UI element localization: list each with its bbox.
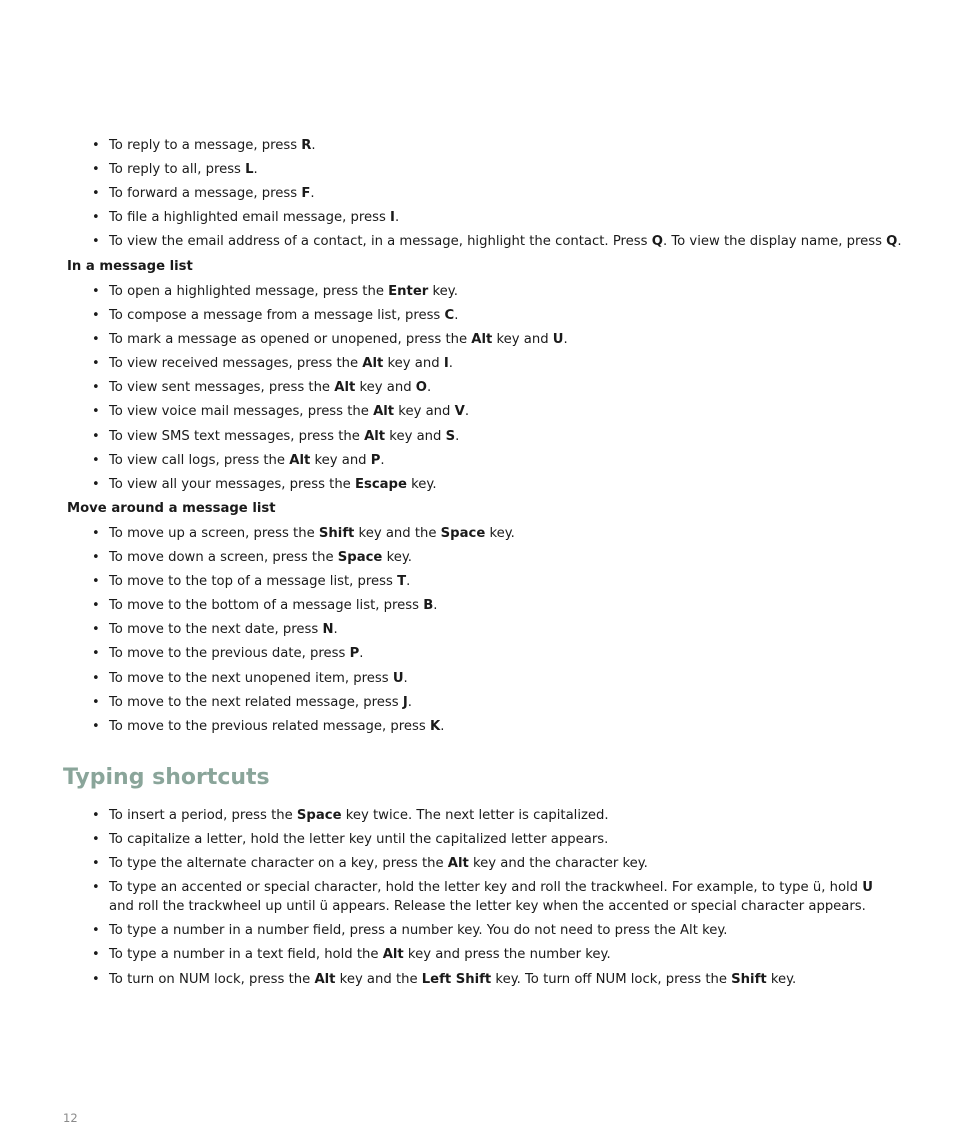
page-number: 12: [63, 1111, 78, 1125]
move-around-shortcuts-list: [62, 524, 515, 736]
list-item: [62, 572, 515, 591]
list-item: [62, 208, 902, 227]
item-text: .: [403, 670, 408, 686]
item-text: To view all your messages, press the: [109, 476, 355, 492]
item-text: .: [394, 210, 400, 226]
move-around-block: [62, 524, 515, 741]
item-text: key and: [492, 332, 553, 348]
key-name: L: [245, 162, 254, 178]
item-text: . To view the display name, press: [662, 234, 887, 250]
item-text: To move to the next unopened item, press: [109, 670, 393, 686]
key-name: B: [423, 598, 434, 614]
list-item: [62, 945, 879, 964]
item-text: To type a number in a number field, press a number key. You do not need to press the Alt key.: [109, 923, 728, 939]
key-name: O: [415, 380, 427, 396]
item-text: To move up a screen, press the: [109, 526, 319, 541]
item-text: .: [464, 404, 470, 420]
item-text: To view sent messages, press the: [109, 380, 335, 396]
key-name: Space: [440, 526, 486, 541]
item-text: To move to the previous date, press: [109, 646, 350, 662]
key-name: Shift: [731, 971, 767, 987]
item-text: To mark a message as opened or unopened, press the: [109, 332, 472, 348]
item-text: To view SMS text messages, press the: [109, 428, 365, 444]
section-title-typing-shortcuts: Typing shortcuts: [63, 765, 270, 790]
item-text: key and press the number key.: [403, 947, 611, 963]
item-text: .: [897, 234, 902, 250]
key-name: Alt: [382, 947, 404, 963]
list-item: [62, 306, 568, 325]
key-name: P: [349, 646, 360, 662]
key-name: T: [397, 574, 407, 590]
item-text: key. To turn off NUM lock, press the: [491, 971, 732, 987]
key-name: Alt: [373, 404, 395, 420]
item-text: To move to the previous related message, press: [109, 718, 430, 734]
list-item: [62, 806, 879, 825]
item-text: .: [311, 138, 316, 153]
list-item: [62, 402, 568, 421]
list-item: [62, 451, 568, 470]
item-text: To reply to a message, press: [109, 138, 302, 153]
list-item: [62, 184, 902, 203]
item-text: To move to the bottom of a message list, press: [109, 598, 424, 614]
key-name: P: [370, 452, 381, 468]
typing-shortcuts-block: [62, 806, 879, 994]
item-text: To view the email address of a contact, in a message, highlight the contact. Press: [109, 234, 652, 250]
item-text: To type the alternate character on a key, press the: [109, 856, 448, 872]
list-item: [62, 970, 879, 989]
key-name: I: [390, 210, 395, 226]
key-name: Alt: [471, 332, 493, 348]
typing-shortcuts-list: [62, 806, 879, 989]
subheading-move-around: Move around a message list: [67, 501, 276, 516]
item-text: .: [380, 452, 385, 468]
item-text: To turn on NUM lock, press the: [109, 971, 315, 987]
key-name: Shift: [318, 526, 355, 541]
item-text: key.: [382, 550, 412, 566]
item-text: To forward a message, press: [109, 186, 302, 202]
item-text: key and: [394, 404, 455, 420]
key-name: U: [552, 332, 564, 348]
item-text: key.: [428, 284, 458, 299]
item-text: To insert a period, press the: [109, 808, 297, 823]
reply-shortcuts-list: [62, 136, 902, 251]
key-name: U: [392, 670, 404, 686]
item-text: To move to the top of a message list, press: [109, 574, 398, 590]
item-text: key and: [355, 380, 416, 396]
list-item: [62, 548, 515, 567]
list-item: [62, 717, 515, 736]
key-name: Space: [337, 550, 383, 566]
item-text: .: [433, 598, 438, 614]
key-name: F: [301, 186, 311, 202]
item-text: key twice. The next letter is capitalized.: [341, 808, 609, 823]
item-text: To type a number in a text field, hold the: [109, 947, 383, 963]
item-text: To move down a screen, press the: [109, 550, 338, 566]
item-text: key and: [383, 356, 444, 372]
item-text: To type an accented or special character, hold the letter key and roll the trackwheel. For example, to type ü, hold: [109, 880, 863, 896]
key-name: Alt: [289, 452, 311, 468]
list-item: [62, 232, 902, 251]
item-text: key and the: [335, 971, 422, 987]
key-name: Alt: [334, 380, 356, 396]
item-text: To move to the next date, press: [109, 622, 323, 638]
key-name: Escape: [354, 476, 407, 492]
list-item: [62, 136, 902, 155]
item-text: .: [440, 718, 445, 734]
item-text: key and: [385, 428, 446, 444]
key-name: Q: [886, 234, 898, 250]
key-name: Q: [651, 234, 663, 250]
list-item: [62, 854, 879, 873]
list-item: [62, 620, 515, 639]
list-item: [62, 921, 879, 940]
item-text: To view received messages, press the: [109, 356, 363, 372]
item-text: To view voice mail messages, press the: [109, 404, 374, 420]
key-name: Alt: [362, 356, 384, 372]
item-text: .: [448, 356, 453, 372]
item-text: To capitalize a letter, hold the letter key until the capitalized letter appears.: [109, 832, 609, 848]
item-text: .: [426, 380, 432, 396]
list-item: [62, 354, 568, 373]
item-text: To file a highlighted email message, press: [109, 210, 391, 226]
list-item: [62, 475, 568, 494]
key-name: C: [444, 308, 455, 324]
item-text: To reply to all, press: [109, 162, 246, 178]
key-name: U: [862, 880, 873, 896]
reply-shortcuts-block: [62, 136, 902, 256]
key-name: J: [402, 694, 408, 710]
list-item: [62, 669, 515, 688]
item-text: key.: [485, 526, 515, 541]
key-name: V: [454, 404, 465, 420]
list-item: [62, 878, 879, 916]
key-name: S: [445, 428, 456, 444]
list-item: [62, 160, 902, 179]
item-text: .: [563, 332, 568, 348]
item-text: To view call logs, press the: [109, 452, 290, 468]
list-item: [62, 282, 568, 301]
key-name: I: [443, 356, 449, 372]
message-list-block: [62, 282, 568, 499]
item-text: .: [333, 622, 338, 638]
message-list-shortcuts-list: [62, 282, 568, 494]
item-text: .: [253, 162, 258, 178]
item-text: and roll the trackwheel up until ü appears. Release the letter key when the accented or special character appears.: [109, 899, 866, 915]
key-name: K: [429, 718, 441, 734]
key-name: Alt: [364, 428, 386, 444]
list-item: [62, 524, 515, 543]
list-item: [62, 427, 568, 446]
key-name: Alt: [447, 856, 469, 872]
item-text: key and: [310, 452, 371, 468]
item-text: .: [406, 574, 411, 590]
list-item: [62, 644, 515, 663]
subheading-in-message-list: In a message list: [67, 259, 193, 274]
key-name: R: [301, 138, 312, 153]
list-item: [62, 378, 568, 397]
item-text: .: [359, 646, 364, 662]
list-item: [62, 330, 568, 349]
key-name: Alt: [314, 971, 336, 987]
item-text: To move to the next related message, press: [109, 694, 403, 710]
item-text: .: [454, 308, 459, 324]
item-text: .: [455, 428, 460, 444]
item-text: key and the: [354, 526, 441, 541]
key-name: Space: [296, 808, 342, 823]
item-text: .: [407, 694, 412, 710]
item-text: key.: [766, 971, 797, 987]
list-item: [62, 830, 879, 849]
list-item: [62, 693, 515, 712]
item-text: key and the character key.: [468, 856, 648, 872]
list-item: [62, 596, 515, 615]
key-name: N: [322, 622, 334, 638]
item-text: To compose a message from a message list, press: [109, 308, 445, 324]
key-name: Left Shift: [421, 971, 492, 987]
item-text: .: [310, 186, 315, 202]
item-text: key.: [406, 476, 437, 492]
item-text: To open a highlighted message, press the: [109, 284, 389, 299]
key-name: Enter: [388, 284, 429, 299]
